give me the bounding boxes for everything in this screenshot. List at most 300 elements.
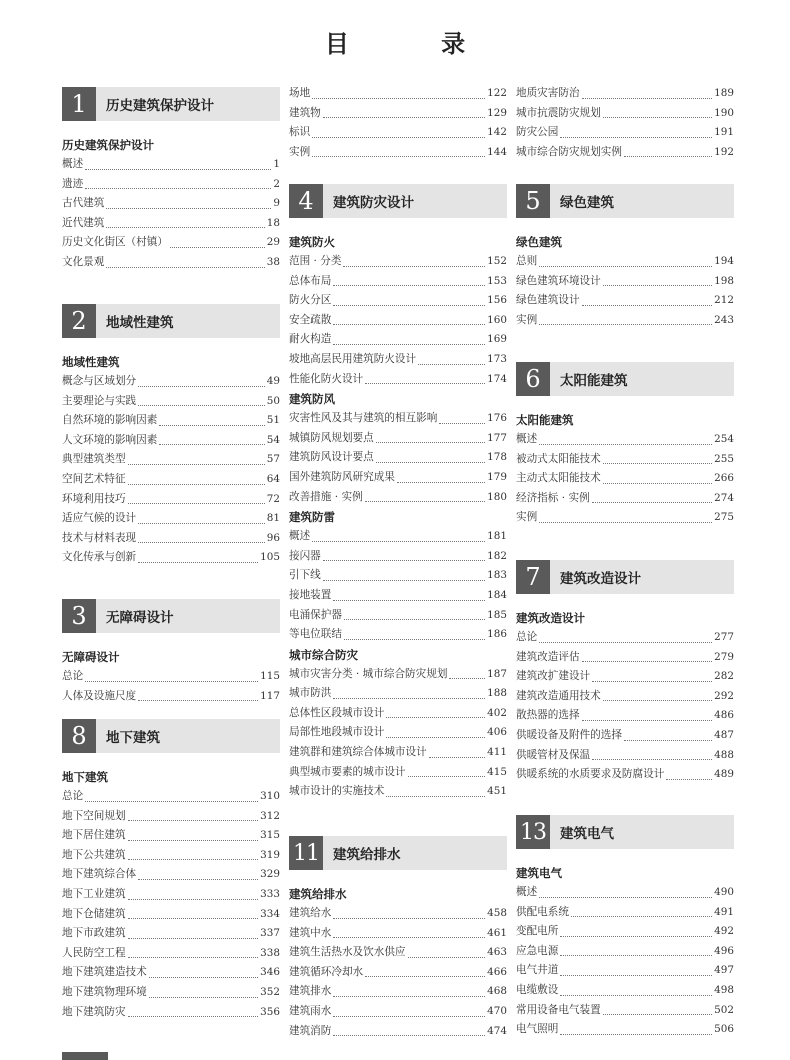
entry-title: 地下公共建筑 [62,848,126,861]
dot-leader [128,899,259,900]
toc-entry [289,311,507,331]
entry-title: 城市设计的实施技术 [289,785,385,798]
toc-entry [289,252,507,272]
entry-title: 国外建筑防风研究成果 [289,470,395,483]
entry-title: 建筑生活热水及饮水供应 [289,946,406,959]
dot-leader [138,700,258,701]
entry-page: 105 [260,551,280,564]
chapter-header [62,304,280,338]
entry-title: 城市灾害分类 · 城市综合防灾规划 [289,667,448,680]
toc-entry [62,529,280,549]
entry-title: 古代建筑 [62,197,105,210]
entry-title: 建筑中水 [289,926,332,939]
entry-page: 115 [260,670,280,682]
dot-leader [624,740,712,741]
dot-leader [582,98,713,99]
dot-leader [312,98,485,99]
entry-title: 遗迹 [62,177,84,190]
entry-page: 153 [487,274,507,287]
entry-title: 建筑给水 [289,907,332,919]
entry-page: 51 [266,414,280,427]
entry-page: 178 [487,451,507,464]
toc-entry [62,490,280,510]
dot-leader [560,975,712,976]
dot-leader [386,717,485,718]
dot-leader [592,759,712,760]
dot-leader [128,840,259,841]
toc-entry [289,143,507,163]
chapter-continuation [289,84,507,162]
entry-page: 142 [487,126,507,139]
entry-title: 建筑改扩建设计 [516,670,591,683]
dot-leader [539,897,712,898]
entry-title: 地质灾害防治 [516,87,580,99]
entry-page: 333 [260,887,280,900]
dot-leader [539,522,712,523]
toc-entry [289,704,507,724]
entry-page: 117 [260,689,280,702]
entry-title: 灾害性风及其与建筑的相互影响 [289,412,438,425]
entry-title: 建筑防风设计要点 [289,451,374,464]
chapter-block [62,599,280,706]
dot-leader [603,117,712,118]
dot-leader [85,188,271,189]
entry-page: 192 [714,145,734,158]
entry-page: 243 [714,313,734,326]
entry-title: 防火分区 [289,294,332,307]
chapter-number: 1 [62,87,96,121]
dot-leader [149,997,258,998]
toc-entry [289,488,507,508]
dot-leader [376,442,485,443]
entry-page: 254 [714,433,734,445]
entry-title: 常用设备电气装置 [516,1003,601,1016]
toc-entry [516,922,734,942]
chapter-block [289,184,507,802]
dot-leader [128,484,265,485]
entry-title: 等电位联结 [289,628,342,641]
entry-title: 总论 [62,670,84,682]
entry-page: 338 [260,946,280,959]
dot-leader [592,681,712,682]
entry-page: 496 [714,944,734,957]
dot-leader [560,936,712,937]
entry-page: 38 [266,255,280,268]
entry-page: 310 [260,790,280,802]
toc-entry [516,1020,734,1040]
toc-entry [289,104,507,124]
dot-leader [128,859,259,860]
entry-title: 地下建筑防灾 [62,1005,126,1018]
entry-title: 建筑排水 [289,985,332,998]
dot-leader [323,580,485,581]
dot-leader [439,423,485,424]
entry-title: 典型城市要素的城市设计 [289,765,406,778]
entry-title: 总论 [62,790,84,802]
section-heading: 太阳能建筑 [516,413,574,427]
entry-title: 地下工业建筑 [62,887,126,900]
toc-entry [516,430,734,450]
entry-title: 环境利用技巧 [62,492,126,505]
toc-entry [516,272,734,292]
entry-title: 建筑改造评估 [516,650,580,663]
chapter-number: 8 [62,719,96,753]
entry-title: 供暖系统的水质要求及防腐设计 [516,768,665,781]
entry-title: 实例 [289,145,311,158]
entry-title: 城市综合防灾规划实例 [516,145,622,158]
chapter-title: 绿色建筑 [560,195,614,211]
dot-leader [365,383,485,384]
toc-entry [62,846,280,866]
entry-title: 地下建筑物理环境 [62,985,147,998]
entry-page: 191 [714,126,734,139]
entry-page: 186 [487,628,507,641]
toc-entry [62,944,280,964]
toc-entry [516,143,734,163]
entry-page: 173 [487,352,507,365]
dot-leader [312,156,485,157]
page-title: 目 录 [324,29,508,58]
entry-page: 180 [487,490,507,503]
dot-leader [560,1034,712,1035]
dot-leader [408,776,486,777]
toc-entry [289,370,507,390]
chapter-block [516,815,734,1040]
entry-page: 488 [714,748,734,761]
dot-leader [582,720,713,721]
entry-title: 文化传承与创新 [62,551,137,564]
toc-entry [289,665,507,685]
toc-entry [516,1001,734,1021]
chapter-title: 无障碍设计 [106,610,174,626]
chapter-block [62,87,280,273]
toc-entry [289,291,507,311]
dot-leader [344,639,485,640]
chapter-block [516,362,734,528]
entry-title: 接闪器 [289,549,321,562]
entry-title: 耐火构造 [289,333,332,346]
toc-entry [62,175,280,195]
section-heading: 建筑电气 [516,866,562,880]
entry-title: 地下居住建筑 [62,829,126,842]
dot-leader [333,698,485,699]
toc-entry [516,981,734,1001]
dot-leader [539,642,712,643]
entry-page: 406 [487,726,507,739]
toc-entry [516,667,734,687]
toc-entry [289,429,507,449]
entry-page: 72 [266,492,280,505]
entry-title: 文化景观 [62,255,105,268]
toc-entry [289,123,507,143]
entry-title: 总体性区段城市设计 [289,706,385,719]
toc-entry [516,104,734,124]
dot-leader [333,1035,485,1036]
toc-entry [62,865,280,885]
entry-page: 129 [487,106,507,119]
dot-leader [603,1014,712,1015]
entry-page: 177 [487,431,507,444]
toc-entry [289,963,507,983]
entry-page: 2 [273,177,280,190]
entry-page: 179 [487,470,507,483]
toc-entry [289,272,507,292]
entry-page: 468 [487,985,507,998]
entry-page: 319 [260,848,280,861]
entry-page: 182 [487,549,507,562]
entry-title: 电缆敷设 [516,983,559,996]
entry-page: 279 [714,650,734,663]
toc-entry [62,372,280,392]
dot-leader [106,208,271,209]
entry-page: 411 [487,746,507,759]
toc-entry [289,409,507,429]
chapter-number: 11 [289,836,323,870]
toc-entry [62,470,280,490]
entry-page: 356 [260,1005,280,1018]
toc-entry [516,648,734,668]
section-heading: 地域性建筑 [62,355,120,369]
entry-page: 184 [487,588,507,601]
entry-title: 地下建筑综合体 [62,868,137,881]
entry-page: 282 [714,670,734,683]
entry-page: 194 [714,255,734,267]
entry-title: 城市防洪 [289,687,332,700]
toc-entry [289,606,507,626]
toc-entry [516,765,734,785]
toc-entry [516,706,734,726]
dot-leader [449,678,485,679]
entry-page: 492 [714,925,734,938]
chapter-continuation [516,84,734,162]
entry-title: 绿色建筑环境设计 [516,274,601,287]
toc-entry [516,726,734,746]
toc-entry [516,450,734,470]
dot-leader [344,619,485,620]
chapter-number: 3 [62,599,96,633]
chapter-block [516,560,734,785]
entry-title: 建筑循环冷却水 [289,965,364,978]
entry-page: 463 [487,946,507,959]
entry-page: 274 [714,491,734,504]
dot-leader [560,995,712,996]
toc-entry [289,566,507,586]
toc-entry [62,924,280,944]
chapter-number: 6 [516,362,550,396]
toc-entry [516,883,734,903]
entry-page: 489 [714,768,734,781]
toc-entry [289,84,507,104]
entry-page: 415 [487,765,507,778]
dot-leader [386,737,485,738]
toc-entry [62,885,280,905]
entry-page: 458 [487,907,507,919]
entry-title: 实例 [516,511,538,524]
chapter-number: 4 [289,184,323,218]
toc-entry [289,527,507,547]
entry-title: 主要理论与实践 [62,394,137,407]
entry-page: 144 [487,145,507,158]
section-heading: 绿色建筑 [516,235,562,249]
toc-entry [516,291,734,311]
dot-leader [603,463,712,464]
dot-leader [603,700,712,701]
dot-leader [159,425,264,426]
toc-entry [289,547,507,567]
entry-page: 50 [266,394,280,407]
toc-entry [62,431,280,451]
toc-entry [289,723,507,743]
section-heading: 建筑改造设计 [516,611,585,625]
entry-title: 标识 [289,126,311,139]
entry-page: 470 [487,1004,507,1017]
dot-leader [592,502,712,503]
entry-page: 474 [487,1024,507,1037]
dot-leader [333,1016,485,1017]
entry-title: 总体布局 [289,274,332,287]
entry-page: 96 [266,531,280,544]
entry-title: 安全疏散 [289,313,332,326]
section-heading: 历史建筑保护设计 [62,138,154,152]
chapter-block [289,836,507,1041]
entry-title: 概念与区域划分 [62,375,137,387]
entry-page: 466 [487,965,507,978]
entry-title: 实例 [516,313,538,326]
dot-leader [666,779,712,780]
entry-page: 176 [487,412,507,425]
entry-title: 地下空间规划 [62,809,126,822]
entry-title: 被动式太阳能技术 [516,452,601,465]
dot-leader [138,523,265,524]
dot-leader [170,247,265,248]
dot-leader [159,444,264,445]
toc-entry [289,586,507,606]
dot-leader [386,796,485,797]
toc-entry [289,763,507,783]
entry-page: 81 [266,512,280,525]
chapter-header [62,599,280,633]
entry-page: 334 [260,907,280,920]
dot-leader [138,405,265,406]
toc-entry [289,350,507,370]
entry-title: 建筑改造通用技术 [516,689,601,702]
entry-page: 315 [260,829,280,842]
entry-page: 502 [714,1003,734,1016]
dot-leader [138,386,265,387]
toc-entry [62,807,280,827]
dot-leader [333,918,485,919]
entry-page: 187 [487,667,507,680]
entry-page: 160 [487,313,507,326]
entry-title: 局部性地段城市设计 [289,726,385,739]
entry-page: 122 [487,87,507,99]
entry-title: 总论 [516,631,538,643]
entry-title: 范围 · 分类 [289,255,342,267]
toc-entry [289,1002,507,1022]
entry-page: 266 [714,472,734,485]
chapter-header [289,836,507,870]
toc-entry [289,924,507,944]
dot-leader [128,957,259,958]
entry-page: 181 [487,530,507,543]
dot-leader [582,305,713,306]
entry-page: 9 [273,197,280,210]
entry-page: 506 [714,1023,734,1036]
dot-leader [539,444,712,445]
toc-entry [289,743,507,763]
entry-page: 277 [714,631,734,643]
toc-entry [289,782,507,802]
chapter-header [516,815,734,849]
entry-title: 防灾公园 [516,126,559,139]
entry-title: 典型建筑类型 [62,453,126,466]
toc-entry [62,509,280,529]
chapter-title: 建筑电气 [560,826,614,842]
toc-entry [289,625,507,645]
toc-entry [516,123,734,143]
entry-title: 人民防空工程 [62,946,126,959]
chapter-number: 2 [62,304,96,338]
toc-entry [62,1003,280,1023]
chapter-header [289,184,507,218]
dot-leader [138,542,265,543]
entry-page: 156 [487,294,507,307]
dot-leader [128,503,265,504]
entry-page: 490 [714,886,734,898]
entry-title: 电气照明 [516,1023,559,1036]
toc-entry [62,155,280,175]
toc-entry [62,667,280,687]
entry-title: 改善措施 · 实例 [289,490,363,503]
toc-entry [516,746,734,766]
chapter-title: 历史建筑保护设计 [106,98,214,114]
toc-entry [289,904,507,924]
dot-leader [539,266,712,267]
entry-title: 供暖设备及附件的选择 [516,728,622,741]
entry-page: 57 [266,453,280,466]
entry-title: 供暖管材及保温 [516,748,591,761]
entry-page: 169 [487,333,507,346]
section-heading: 建筑防火 [289,235,335,249]
dot-leader [106,267,264,268]
dot-leader [128,1016,259,1017]
dot-leader [312,541,485,542]
section-heading: 地下建筑 [62,770,108,784]
toc-entry [289,684,507,704]
dot-leader [624,156,712,157]
entry-page: 188 [487,687,507,700]
dot-leader [333,285,485,286]
chapter-block [62,719,280,1022]
dot-leader [333,344,485,345]
entry-title: 经济指标 · 实例 [516,491,590,504]
entry-page: 461 [487,926,507,939]
entry-title: 主动式太阳能技术 [516,472,601,485]
toc-entry [62,411,280,431]
entry-page: 64 [266,472,280,485]
entry-page: 255 [714,452,734,465]
dot-leader [603,483,712,484]
toc-entry [62,450,280,470]
toc-entry [289,943,507,963]
dot-leader [106,227,264,228]
toc-entry [62,253,280,273]
entry-page: 18 [266,216,280,229]
entry-title: 历史文化街区（村镇） [62,236,168,249]
entry-page: 497 [714,964,734,977]
toc-entry [62,194,280,214]
entry-page: 346 [260,966,280,979]
